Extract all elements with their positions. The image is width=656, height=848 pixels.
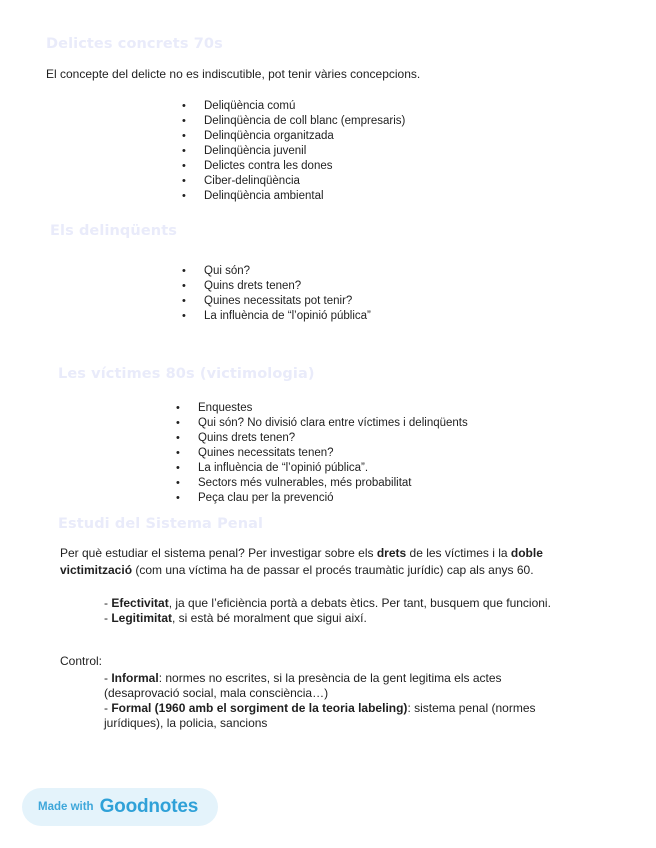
- heading-delinquents: Els delinqüents: [50, 223, 177, 239]
- dash: -: [104, 701, 112, 715]
- heading-delictes-concrets: Delictes concrets 70s: [46, 36, 223, 52]
- list-item: • Quines necessitats tenen?: [198, 446, 468, 461]
- control-item-formal: [104, 701, 574, 731]
- heading-sistema-penal: Estudi del Sistema Penal: [58, 516, 264, 532]
- list-item: • Qui són?: [204, 264, 371, 279]
- bold-formal: Formal (1960 amb el sorgiment de la teoria labeling): [111, 701, 408, 715]
- text-run: Per què estudiar el sistema penal? Per investigar sobre els: [60, 546, 377, 560]
- text-run: : normes no escrites, si la presència de la gent legitima els actes (desaprovació social, mala consciència…): [104, 671, 502, 700]
- goodnotes-badge: [22, 788, 218, 826]
- intro-paragraph: El concepte del delicte no es indiscutible, pot tenir vàries concepcions.: [46, 67, 421, 81]
- made-with-label: Made with: [38, 801, 94, 813]
- list-item: • Qui són? No divisió clara entre víctimes i delinqüents: [198, 416, 468, 431]
- goodnotes-logo: Goodnotes: [99, 796, 199, 817]
- list-item: • Delinqüència de coll blanc (empresaris): [204, 114, 405, 129]
- control-item-informal: [104, 671, 564, 701]
- list-item: • La influència de “l’opinió pública”.: [198, 461, 468, 476]
- list-item: • Sectors més vulnerables, més probabilitat: [198, 476, 468, 491]
- list-item: • Enquestes: [198, 401, 468, 416]
- text-run: : sistema penal (normes jurídiques), la policia, sancions: [104, 701, 536, 730]
- dash: -: [104, 671, 112, 685]
- bold-drets: drets: [376, 546, 407, 560]
- list-item: • Delinqüència ambiental: [204, 189, 405, 204]
- list-item: • Peça clau per la prevenció: [198, 491, 468, 506]
- dash-item-efectivitat: [104, 596, 551, 611]
- list-item: • Delinqüència organitzada: [204, 129, 405, 144]
- list-item: • Quins drets tenen?: [198, 431, 468, 446]
- bold-doble-victimitzacio: doble victimització: [60, 546, 543, 577]
- list-item: • Deliqüència comú: [204, 99, 405, 114]
- dash: -: [104, 596, 112, 610]
- text-run: , si està bé moralment que sigui així.: [172, 611, 367, 625]
- list-item: • Delictes contra les dones: [204, 159, 405, 174]
- list-item: • La influència de “l’opinió pública”: [204, 309, 371, 324]
- list-item: • Delinqüència juvenil: [204, 144, 405, 159]
- list-victimes: [198, 401, 468, 506]
- bold-legitimitat: Legitimitat: [111, 611, 173, 625]
- text-run: de les víctimes i la: [406, 546, 511, 560]
- list-item: • Quins drets tenen?: [204, 279, 371, 294]
- sistema-penal-paragraph: [60, 545, 600, 579]
- bold-informal: Informal: [111, 671, 159, 685]
- list-item: • Ciber-delinqüència: [204, 174, 405, 189]
- bold-efectivitat: Efectivitat: [111, 596, 169, 610]
- dash: -: [104, 611, 112, 625]
- text-run: , ja que l’eficiència portà a debats ètics. Per tant, busquem que funcioni.: [168, 596, 551, 610]
- list-item: • Quines necessitats pot tenir?: [204, 294, 371, 309]
- text-run: (com una víctima ha de passar el procés traumàtic jurídic) cap als anys 60.: [132, 563, 534, 577]
- heading-victimes: Les víctimes 80s (victimologia): [58, 366, 315, 382]
- list-delinquents: [204, 264, 371, 324]
- list-delictes: [204, 99, 405, 204]
- control-label: Control:: [60, 654, 103, 668]
- dash-item-legitimitat: [104, 611, 367, 626]
